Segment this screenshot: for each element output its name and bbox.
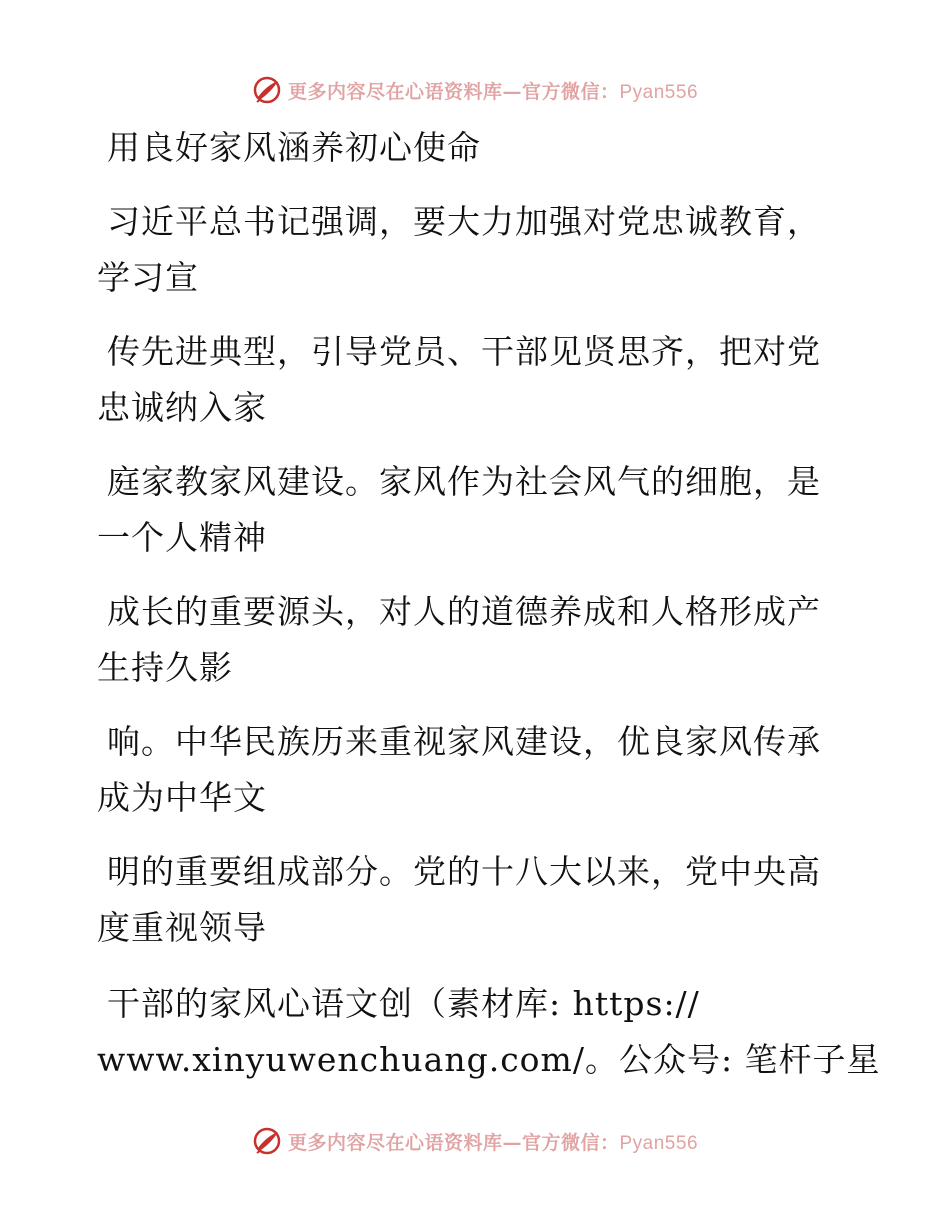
text-line: 传先进典型，引导党员、干部见贤思齐，把对党: [107, 332, 821, 371]
text-line: www.xinyuwenchuang.com/。公众号: 笔杆子星: [97, 1040, 881, 1079]
text-line: 生持久影: [97, 648, 233, 687]
document-title: 用良好家风涵养初心使命: [107, 128, 481, 167]
banner-text: [288, 77, 698, 104]
text-line: 庭家教家风建设。家风作为社会风气的细胞，是: [107, 462, 821, 501]
pen-logo-icon: [252, 75, 282, 105]
text-line: 干部的家风心语文创（素材库: https://: [107, 984, 700, 1023]
text-line: 明的重要组成部分。党的十八大以来，党中央高: [107, 852, 821, 891]
banner-main-text: 更多内容尽在心语资料库—官方微信：: [287, 1131, 620, 1154]
text-line: 度重视领导: [97, 908, 267, 947]
banner-content: [252, 75, 698, 105]
text-line: 忠诚纳入家: [97, 388, 267, 427]
spacer: [97, 566, 857, 584]
spacer: [97, 176, 857, 194]
spacer: [97, 826, 857, 844]
text-line: 学习宣: [97, 258, 199, 297]
text-line: 响。中华民族历来重视家风建设，优良家风传承: [107, 722, 821, 761]
banner-wechat-id: Pyan556: [619, 1132, 699, 1154]
banner-main-text: 更多内容尽在心语资料库—官方微信：: [287, 80, 620, 103]
text-line: 成长的重要源头，对人的道德养成和人格形成产: [107, 592, 821, 631]
text-line: 习近平总书记强调，要大力加强对党忠诚教育，: [107, 202, 821, 241]
banner-text: [288, 1128, 698, 1155]
spacer: [97, 956, 857, 976]
spacer: [97, 436, 857, 454]
document-body: [97, 120, 881, 1088]
spacer: [97, 696, 857, 714]
text-line: 一个人精神: [97, 518, 267, 557]
banner-wechat-id: Pyan556: [619, 81, 699, 103]
pen-logo-icon: [252, 1126, 282, 1156]
spacer: [97, 306, 857, 324]
header-banner: [0, 70, 950, 110]
text-line: 成为中华文: [97, 778, 267, 817]
footer-banner: [0, 1121, 950, 1161]
banner-content: [252, 1126, 698, 1156]
